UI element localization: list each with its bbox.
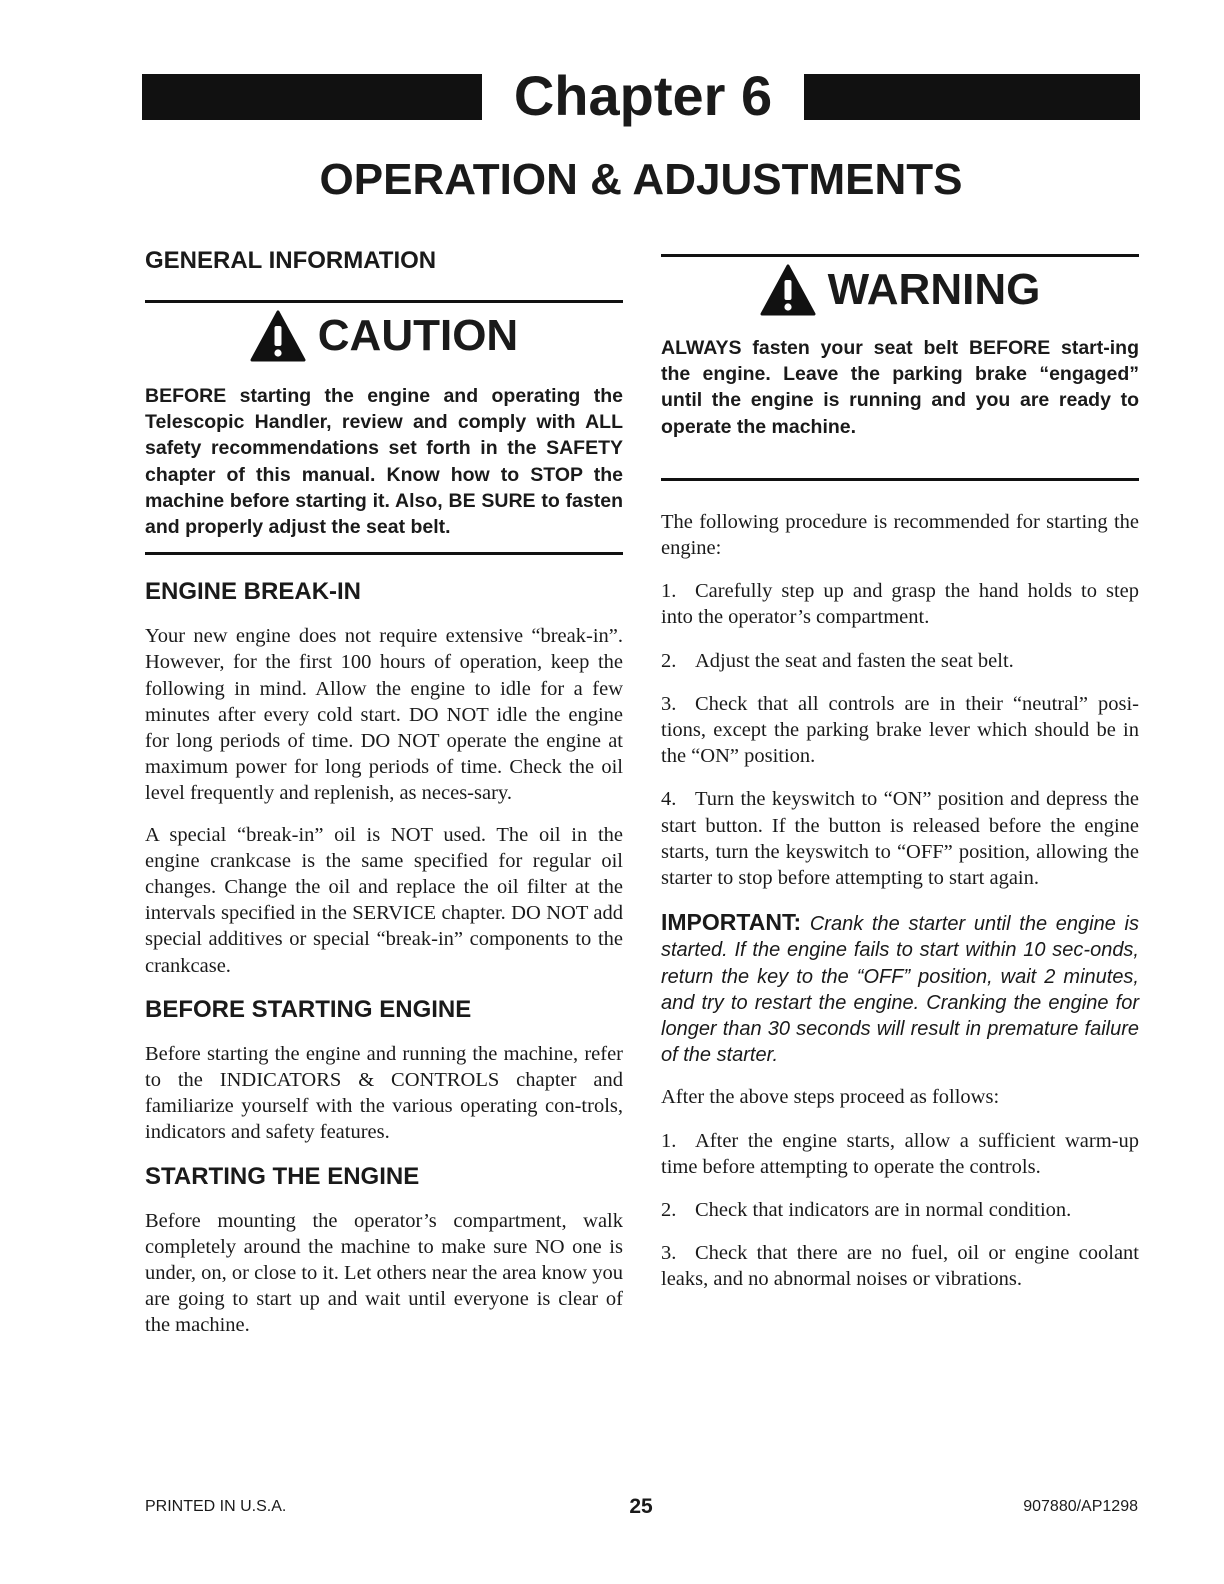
step-text: Adjust the seat and fasten the seat belt. [695, 649, 1014, 672]
warning-header [661, 263, 1139, 317]
step-number: 4. [661, 788, 677, 811]
step-number: 2. [661, 649, 677, 672]
after-step-3 [661, 1240, 1139, 1292]
footer-printed: PRINTED IN U.S.A. [145, 1498, 287, 1515]
before-starting-heading: BEFORE STARTING ENGINE [145, 995, 472, 1023]
procedure-intro: The following procedure is recommended for starting the engine: [661, 510, 1139, 560]
warning-label: WARNING [827, 265, 1041, 314]
step-text: Check that indicators are in normal condition. [695, 1199, 1072, 1222]
step-3 [661, 691, 1139, 770]
page-number: 25 [629, 1495, 653, 1518]
right-column [661, 238, 1139, 1293]
warning-top-rule [661, 254, 1139, 257]
left-column [145, 238, 623, 1339]
page-title: OPERATION & ADJUSTMENTS [319, 155, 963, 204]
footer-part-number: 907880/AP1298 [1023, 1498, 1138, 1515]
step-text: Check that there are no fuel, oil or engine coolant leaks, and no abnormal noises or vibrations. [661, 1242, 1139, 1291]
warning-triangle-icon [250, 310, 306, 362]
step-4 [661, 786, 1139, 891]
step-number: 1. [661, 1129, 677, 1152]
warning-triangle-icon [760, 264, 816, 316]
step-number: 2. [661, 1199, 677, 1222]
chapter-title: Chapter 6 [513, 64, 773, 127]
before-starting-paragraph: Before starting the engine and running the machine, refer to the INDICATORS & CONTROLS chapter and familiarize yourself with the various operating con-trols, indicators and safety features. [145, 1042, 623, 1144]
chapter-header [142, 64, 1140, 128]
step-text: Turn the keyswitch to “ON” position and depress the start button. If the button is released before the engine starts, turn the keyswitch to “OFF” position, allowing the starter to stop before attempting to start again. [661, 788, 1139, 890]
after-step-1 [661, 1128, 1139, 1180]
caution-top-rule [145, 300, 623, 303]
starting-engine-paragraph: Before mounting the operator’s compartment, walk completely around the machine to make sure NO one is under, on, or close to it. Let others near the area know you are going to start up and wait until everyone is clear of the machine. [145, 1209, 623, 1337]
caution-bottom-rule [145, 552, 623, 555]
caution-text: BEFORE starting the engine and operating the Telescopic Handler, review and comply with ALL safety recommendations set forth in the SAFETY chapter of this manual. Know how to STOP the machine before starting it. Also, BE SURE to fasten and properly adjust the seat belt. [145, 385, 623, 539]
step-number: 3. [661, 692, 677, 715]
after-step-2 [661, 1197, 1139, 1223]
caution-label: CAUTION [317, 311, 519, 360]
general-info-heading: GENERAL INFORMATION [145, 247, 437, 274]
chapter-bar-left [142, 74, 482, 120]
step-text: Check that all controls are in their “neutral” posi-tions, except the parking brake lever which should be in the “ON” position. [661, 692, 1139, 768]
step-text: Carefully step up and grasp the hand holds to step into the operator’s compartment. [661, 580, 1139, 629]
break-in-heading: ENGINE BREAK-IN [145, 578, 362, 606]
important-text: Crank the starter until the engine is started. If the engine fails to start within 10 sec-onds, return the key to the “OFF” position, wait 2 minutes, and try to restart the engine. Cranking the engine for longer than 30 seconds will result in premature failure of the starter. [661, 913, 1140, 1067]
important-label: IMPORTANT: [661, 909, 802, 936]
break-in-paragraph-2: A special “break-in” oil is NOT used. The oil in the engine crankcase is the same specified for regular oil changes. Change the oil and replace the oil filter at the intervals specified in the SERVICE chapter. DO NOT add special additives or special “break-in” components to the crankcase. [145, 823, 623, 977]
after-intro: After the above steps proceed as follows: [661, 1086, 1000, 1109]
step-number: 1. [661, 580, 677, 603]
step-text: After the engine starts, allow a sufficient warm-up time before attempting to operate the controls. [661, 1129, 1139, 1178]
warning-text: ALWAYS fasten your seat belt BEFORE start-ing the engine. Leave the parking brake “engaged” until the engine is running and you are ready to operate the machine. [661, 337, 1139, 438]
starting-engine-heading: STARTING THE ENGINE [145, 1162, 420, 1190]
warning-bottom-rule [661, 478, 1139, 481]
step-2 [661, 648, 1139, 674]
step-number: 3. [661, 1242, 677, 1265]
chapter-bar-right [804, 74, 1140, 120]
important-note [661, 909, 1139, 1068]
caution-header [145, 309, 623, 363]
break-in-paragraph-1: Your new engine does not require extensive “break-in”. However, for the first 100 hours of operation, keep the following in mind. Allow the engine to idle for a few minutes after every cold start. DO NOT idle the engine for long periods of time. DO NOT operate the engine at maximum power for long periods of time. Check the oil level frequently and replenish, as neces-sary. [145, 625, 623, 805]
step-1 [661, 578, 1139, 630]
